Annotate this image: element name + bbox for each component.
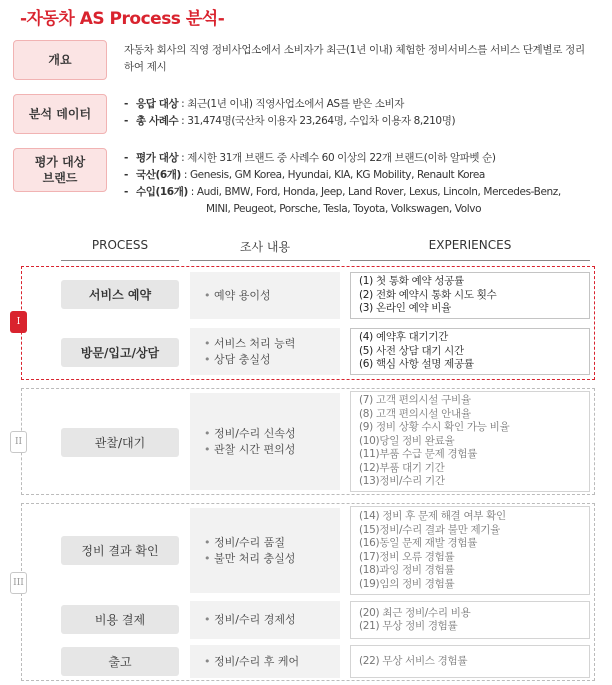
- analysis-data-list: [124, 96, 455, 130]
- experience-item: (6) 핵심 사항 설명 제공률: [359, 358, 474, 371]
- survey-item: • 불만 처리 충실성: [204, 551, 340, 567]
- survey-item: • 정비/수리 후 케어: [204, 654, 340, 670]
- survey-item: • 서비스 처리 능력: [204, 336, 340, 352]
- brands-key: 수입(16개): [136, 186, 188, 198]
- stage-marker-1: I: [10, 311, 27, 333]
- survey-item: • 관찰 시간 편의성: [204, 442, 340, 458]
- brands-value: : 제시한 31개 브랜드 중 사례수 60 이상의 22개 브랜드(이하 알파벳 순): [178, 152, 496, 164]
- experience-item: (10)당일 정비 완료율: [359, 434, 455, 447]
- experience-item: (12)부품 대기 기간: [359, 461, 445, 474]
- stage-marker-2: II: [10, 431, 27, 453]
- process-observe-wait: 관찰/대기: [61, 428, 179, 457]
- process-payment: 비용 결제: [61, 605, 179, 634]
- survey-visit-consult: [190, 328, 340, 375]
- experiences-repair-result: [350, 506, 590, 595]
- brands-label-line1: 평가 대상: [34, 154, 86, 169]
- survey-item: • 정비/수리 품질: [204, 535, 340, 551]
- column-underline-survey: [190, 260, 340, 261]
- experience-item: (13)정비/수리 기간: [359, 475, 445, 488]
- brands-item: [124, 167, 561, 184]
- column-header-experiences: EXPERIENCES: [428, 238, 512, 252]
- analysis-data-value: : 31,474명(국산차 이용자 23,264명, 수입차 이용자 8,210명): [178, 115, 456, 127]
- stage-marker-3: III: [10, 572, 27, 594]
- brands-list: [124, 150, 561, 218]
- survey-reservation: [190, 272, 340, 319]
- experience-item: (8) 고객 편의시설 안내율: [359, 407, 471, 420]
- survey-repair-result: [190, 508, 340, 593]
- brands-key: 평가 대상: [136, 152, 179, 164]
- experiences-reservation: [350, 272, 590, 319]
- brands-value: : Genesis, GM Korea, Hyundai, KIA, KG Mobility, Renault Korea: [180, 169, 485, 181]
- experience-item: (5) 사전 상담 대기 시간: [359, 344, 464, 357]
- survey-item: • 상담 충실성: [204, 352, 340, 368]
- overview-text: 자동차 회사의 직영 정비사업소에서 소비자가 최근(1년 이내) 체험한 정비서비스를 서비스 단계별로 정리하여 제시: [124, 44, 585, 73]
- column-header-process: PROCESS: [91, 238, 149, 252]
- experience-item: (11)부품 수급 문제 경험률: [359, 448, 478, 461]
- experience-item: (22) 무상 서비스 경험률: [359, 654, 468, 667]
- experience-item: (9) 정비 상황 수시 확인 가능 비율: [359, 421, 510, 434]
- process-release: 출고: [61, 647, 179, 676]
- experiences-observe-wait: [350, 391, 590, 492]
- process-reservation: 서비스 예약: [61, 280, 179, 309]
- experience-item: (2) 전화 예약시 통화 시도 횟수: [359, 288, 497, 301]
- brands-item: [124, 184, 561, 218]
- experience-item: (20) 최근 정비/수리 비용: [359, 606, 471, 619]
- experiences-payment: [350, 601, 590, 639]
- analysis-data-item: [124, 113, 455, 130]
- analysis-data-label: [13, 94, 107, 134]
- experience-item: (16)동일 문제 재발 경험률: [359, 537, 478, 549]
- brands-key: 국산(6개): [136, 169, 181, 181]
- experience-item: (14) 정비 후 문제 해결 여부 확인: [359, 510, 506, 522]
- brands-value-continued: MINI, Peugeot, Porsche, Tesla, Toyota, Volkswagen, Volvo: [206, 203, 482, 215]
- overview-label-text: 개요: [48, 52, 72, 67]
- survey-release: [190, 645, 340, 678]
- experiences-visit-consult: [350, 328, 590, 375]
- survey-item: • 정비/수리 신속성: [204, 426, 340, 442]
- column-underline-experiences: [350, 260, 590, 261]
- brands-label: [13, 148, 107, 192]
- analysis-data-item: [124, 96, 455, 113]
- experience-item: (17)정비 오류 경험률: [359, 550, 455, 563]
- survey-payment: [190, 601, 340, 639]
- brands-item: [124, 150, 561, 167]
- experience-item: (18)과잉 정비 경험률: [359, 564, 455, 576]
- analysis-data-label-text: 분석 데이터: [28, 106, 92, 121]
- overview-label: [13, 40, 107, 80]
- analysis-data-key: 응답 대상: [136, 98, 179, 110]
- survey-observe-wait: [190, 393, 340, 490]
- experience-item: (3) 온라인 예약 비율: [359, 302, 451, 315]
- brands-value: : Audi, BMW, Ford, Honda, Jeep, Land Rover, Lexus, Lincoln, Mercedes-Benz,: [187, 186, 561, 198]
- experiences-release: [350, 645, 590, 678]
- brands-label-line2: 브랜드: [42, 171, 78, 185]
- process-visit-consult: 방문/입고/상담: [61, 338, 179, 367]
- survey-item: • 정비/수리 경제성: [204, 612, 340, 628]
- analysis-data-key: 총 사례수: [136, 115, 179, 127]
- survey-item: • 예약 용이성: [204, 288, 340, 304]
- experience-item: (21) 무상 정비 경험률: [359, 620, 458, 632]
- analysis-data-value: : 최근(1년 이내) 직영사업소에서 AS를 받은 소비자: [178, 98, 405, 110]
- experience-item: (1) 첫 통화 예약 성공률: [359, 275, 464, 288]
- experience-item: (19)임의 정비 경험률: [359, 577, 455, 590]
- process-repair-result: 정비 결과 확인: [61, 536, 179, 565]
- experience-item: (4) 예약후 대기기간: [359, 331, 448, 344]
- column-header-survey: 조사 내용: [239, 240, 291, 254]
- experience-item: (15)정비/수리 결과 불만 제기율: [359, 523, 500, 536]
- page-title: -자동차 AS Process 분석-: [20, 9, 225, 29]
- experience-item: (7) 고객 편의시설 구비율: [359, 394, 471, 407]
- column-underline-process: [61, 260, 179, 261]
